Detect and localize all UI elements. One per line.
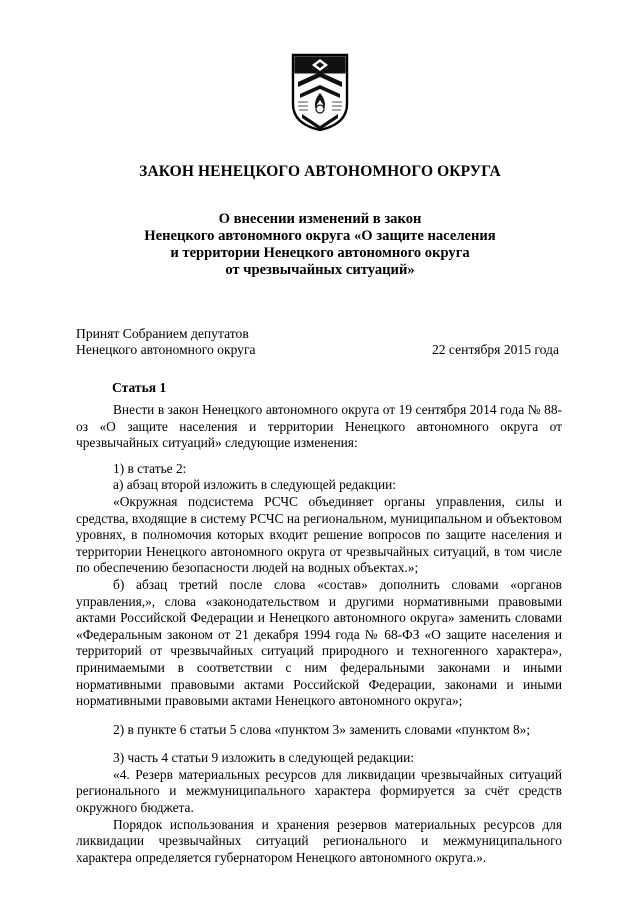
paragraph: «4. Резерв материальных ресурсов для ликвидации чрезвычайных ситуаций регионального и межмуниципального характера формируется за счёт средств окружного бюджета. (76, 766, 562, 816)
law-subject (0, 211, 640, 279)
paragraph: 3) часть 4 статьи 9 изложить в следующей редакции: (113, 750, 415, 766)
paragraph: Порядок использования и хранения резервов материальных ресурсов для ликвидации чрезвычайных ситуаций регионального и межмуниципального характера определяется губернатором Ненецкого автономного округа.». (76, 816, 562, 865)
article-heading: Статья 1 (112, 380, 167, 395)
article-body (76, 402, 562, 866)
adopted-by (76, 326, 256, 358)
subject-line: от чрезвычайных ситуаций» (225, 262, 415, 278)
law-title: ЗАКОН НЕНЕЦКОГО АВТОНОМНОГО ОКРУГА (139, 163, 501, 180)
paragraph: а) абзац второй изложить в следующей редакции: (113, 477, 397, 493)
subject-line: О внесении изменений в закон (218, 211, 422, 227)
nenets-coat-of-arms-icon (290, 52, 350, 132)
paragraph: б) абзац третий после слова «состав» дополнить словами «органов управления,», слова «законодательством и другими нормативными правовыми актами Российской Федерации и Ненецкого автономного округа» заменить словами «Федеральным законом от 21 декабря 1994 года № 68-ФЗ «О защите населения и территорий от чрезвычайных ситуаций природного и техногенного характера», принимаемыми в соответствии с ним федеральными законами и иными нормативными правовыми актами Российской Федерации, законами и иными нормативными правовыми актами Ненецкого автономного округа»; (76, 576, 562, 709)
paragraph: Внести в закон Ненецкого автономного округа от 19 сентября 2014 года № 88-оз «О защите населения и территории Ненецкого автономного округа от чрезвычайных ситуаций» следующие изменения: (76, 402, 562, 451)
adopted-line: Принят Собранием депутатов (76, 326, 249, 341)
subject-line: Ненецкого автономного округа «О защите населения (144, 228, 496, 244)
paragraph: «Окружная подсистема РСЧС объединяет органы управления, силы и средства, входящие в систему РСЧС на региональном, муниципальном и объектовом уровнях, в полномочия которых входит решение вопросов по защите населения и территории Ненецкого автономного округа от чрезвычайных ситуаций, в том числе по обеспечению безопасности людей на водных объектах.»; (76, 493, 562, 576)
paragraph: 2) в пункте 6 статьи 5 слова «пунктом 3» заменить словами «пунктом 8»; (113, 721, 531, 737)
adopted-date: 22 сентября 2015 года (431, 342, 559, 357)
adopted-line: Ненецкого автономного округа (76, 342, 256, 357)
subject-line: и территории Ненецкого автономного округа (170, 245, 470, 261)
paragraph: 1) в статье 2: (113, 460, 187, 476)
